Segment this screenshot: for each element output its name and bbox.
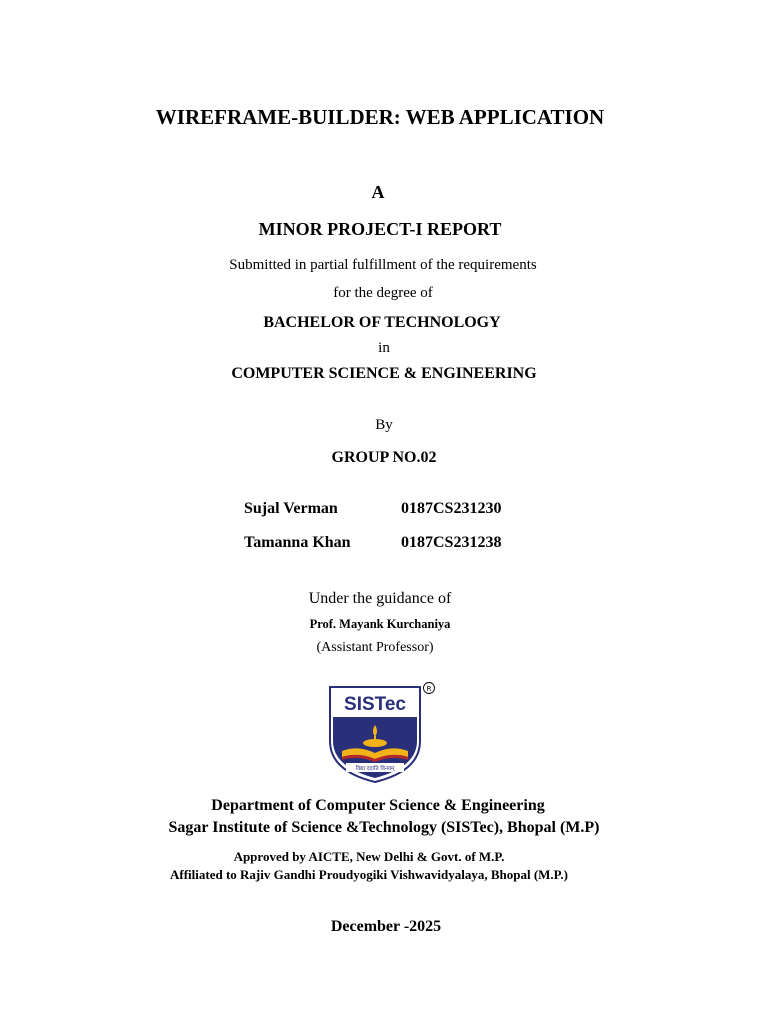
report-title: WIREFRAME-BUILDER: WEB APPLICATION [155, 105, 605, 129]
guide-name: Prof. Mayank Kurchaniya [309, 617, 451, 631]
logo-wordmark: SISTec [344, 694, 406, 715]
member-name: Tamanna Khan [244, 534, 351, 551]
member-enrollment-id: 0187CS231238 [401, 534, 502, 551]
report-type: MINOR PROJECT-I REPORT [258, 219, 502, 239]
in-word: in [378, 340, 390, 356]
report-date: December -2025 [330, 918, 442, 935]
approval-line: Approved by AICTE, New Delhi & Govt. of M.P. [233, 849, 505, 864]
sistec-logo [328, 681, 440, 785]
degree-name: BACHELOR OF TECHNOLOGY [263, 314, 501, 331]
degree-of-line: for the degree of [333, 285, 433, 301]
by-word: By [375, 417, 393, 433]
branch-name: COMPUTER SCIENCE & ENGINEERING [231, 365, 537, 382]
member-name: Sujal Verman [244, 500, 338, 517]
logo-motto: विद्या ददाति विनयम् [355, 766, 395, 772]
affiliation-line: Affiliated to Rajiv Gandhi Proudyogiki Vishwavidyalaya, Bhopal (M.P.) [169, 867, 568, 882]
guidance-line: Under the guidance of [308, 590, 452, 607]
member-enrollment-id: 0187CS231230 [401, 500, 502, 517]
svg-text:R: R [426, 685, 432, 693]
group-number: GROUP NO.02 [331, 449, 437, 466]
department-name: Department of Computer Science & Engineering [211, 797, 545, 814]
article-a: A [371, 182, 385, 202]
guide-designation: (Assistant Professor) [316, 640, 434, 655]
submitted-line: Submitted in partial fulfillment of the requirements [229, 257, 537, 273]
institute-name: Sagar Institute of Science &Technology (SISTec), Bhopal (M.P) [168, 819, 600, 836]
